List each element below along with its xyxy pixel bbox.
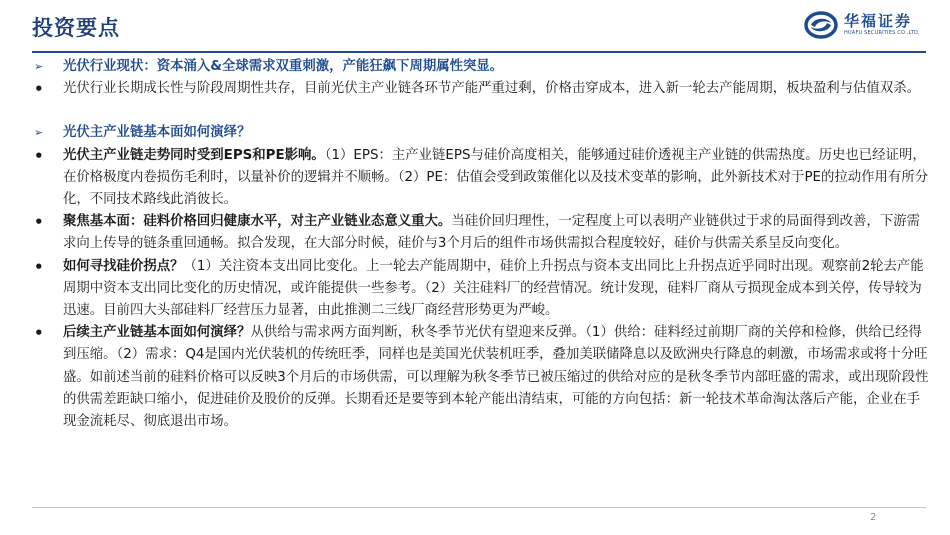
bullet-dot-icon: • (34, 146, 44, 165)
section-spacer (34, 100, 930, 122)
section-heading-industry-status (34, 56, 930, 78)
content-body (34, 56, 930, 433)
bullet-lead: 聚焦基本面：硅料价格回归健康水平，对主产业链业态意义重大。 (63, 214, 452, 230)
logo-name-cn: 华福证券 (844, 12, 913, 30)
bullet-text: （1）EPS：主产业链EPS与硅价高度相关，能够通过硅价透视主产业链的供需热度。历史也已经证明，在价格极度内卷损伤毛利时，以量补价的逻辑并不顺畅。（2）PE：估值会受到政策催化以及技术变革的影响，此外新技术对于PE的拉动作用有所分化，不同技术路线此消彼长。 (63, 147, 929, 208)
company-logo (804, 8, 924, 42)
bullet-lead: 光伏主产业链走势同时受到EPS和PE影响。 (63, 147, 325, 163)
bullet-dot-icon: • (34, 324, 44, 343)
bullet-lead: 如何寻找硅价拐点？ (63, 258, 184, 274)
page-number: 2 (870, 512, 877, 523)
bullet-text: 光伏行业长期成长性与阶段周期性共存，目前光伏主产业链各环节产能严重过剩，价格击穿成本，进入新一轮去产能周期，板块盈利与估值双杀。 (63, 81, 920, 97)
bullet-dot-icon: • (34, 257, 44, 276)
section-heading-text: 光伏行业现状：资本涌入&全球需求双重刺激，产能狂飙下周期属性突显。 (63, 59, 504, 74)
bullet-item (34, 322, 930, 433)
header (0, 0, 950, 52)
bullet-text: （1）关注资本支出同比变化。上一轮去产能周期中，硅价上升拐点与资本支出同比上升拐点近乎同时出现。观察前2轮去产能周期中资本支出同比变化的历史情况，或许能提供一些参考。（2）关注硅料厂的经营情况。统计发现，硅料厂商从亏损现金成本到关停，传导较为迅速。目前四大头部硅料厂经营压力显著，由此推测二三线厂商经营形势更为严峻。 (63, 258, 924, 319)
bullet-item (34, 256, 930, 323)
arrow-bullet-icon: ➢ (34, 60, 44, 73)
bullet-dot-icon: • (34, 213, 44, 232)
footer-divider (32, 507, 926, 508)
logo-name-en: HUAFU SECURITIES CO.,LTD. (844, 30, 920, 36)
bullet-item (34, 78, 930, 100)
title-divider (32, 51, 926, 53)
section-heading-text: 光伏主产业链基本面如何演绎？ (63, 125, 251, 141)
bullet-text: 当硅价回归理性，一定程度上可以表明产业链供过于求的局面得到改善，下游需求向上传导的链条重回通畅。拟合发现，在大部分时候，硅价与3个月后的组件市场供需拟合程度较好，硅价与供需关系呈反向变化。 (63, 214, 920, 252)
arrow-bullet-icon: ➢ (34, 126, 44, 140)
bullet-lead: 后续主产业链基本面如何演绎？ (63, 325, 251, 341)
page-title: 投资要点 (32, 16, 120, 40)
bullet-item (34, 211, 930, 255)
bullet-dot-icon: • (34, 80, 44, 99)
bullet-text: 从供给与需求两方面判断，秋冬季节光伏有望迎来反弹。（1）供给：硅料经过前期厂商的关停和检修，供给已经得到压缩。（2）需求：Q4是国内光伏装机的传统旺季，同样也是美国光伏装机旺季，叠加美联储降息以及欧洲央行降息的刺激，市场需求或将十分旺盛。如前述当前的硅料价格可以反映3个月后的市场供需，可以理解为秋冬季节已被压缩过的供给对应的是秋冬季节内部旺盛的需求，或出现阶段性的供需差距缺口缩小，促进硅价及股价的反弹。长期看还是要等到本轮产能出清结束，可能的方向包括：新一轮技术革命淘汰落后产能，企业在手现金流耗尽、彻底退出市场。 (63, 325, 929, 430)
section-heading-fundamentals (34, 122, 930, 144)
logo-swirl-icon (804, 10, 840, 40)
bullet-item (34, 145, 930, 212)
